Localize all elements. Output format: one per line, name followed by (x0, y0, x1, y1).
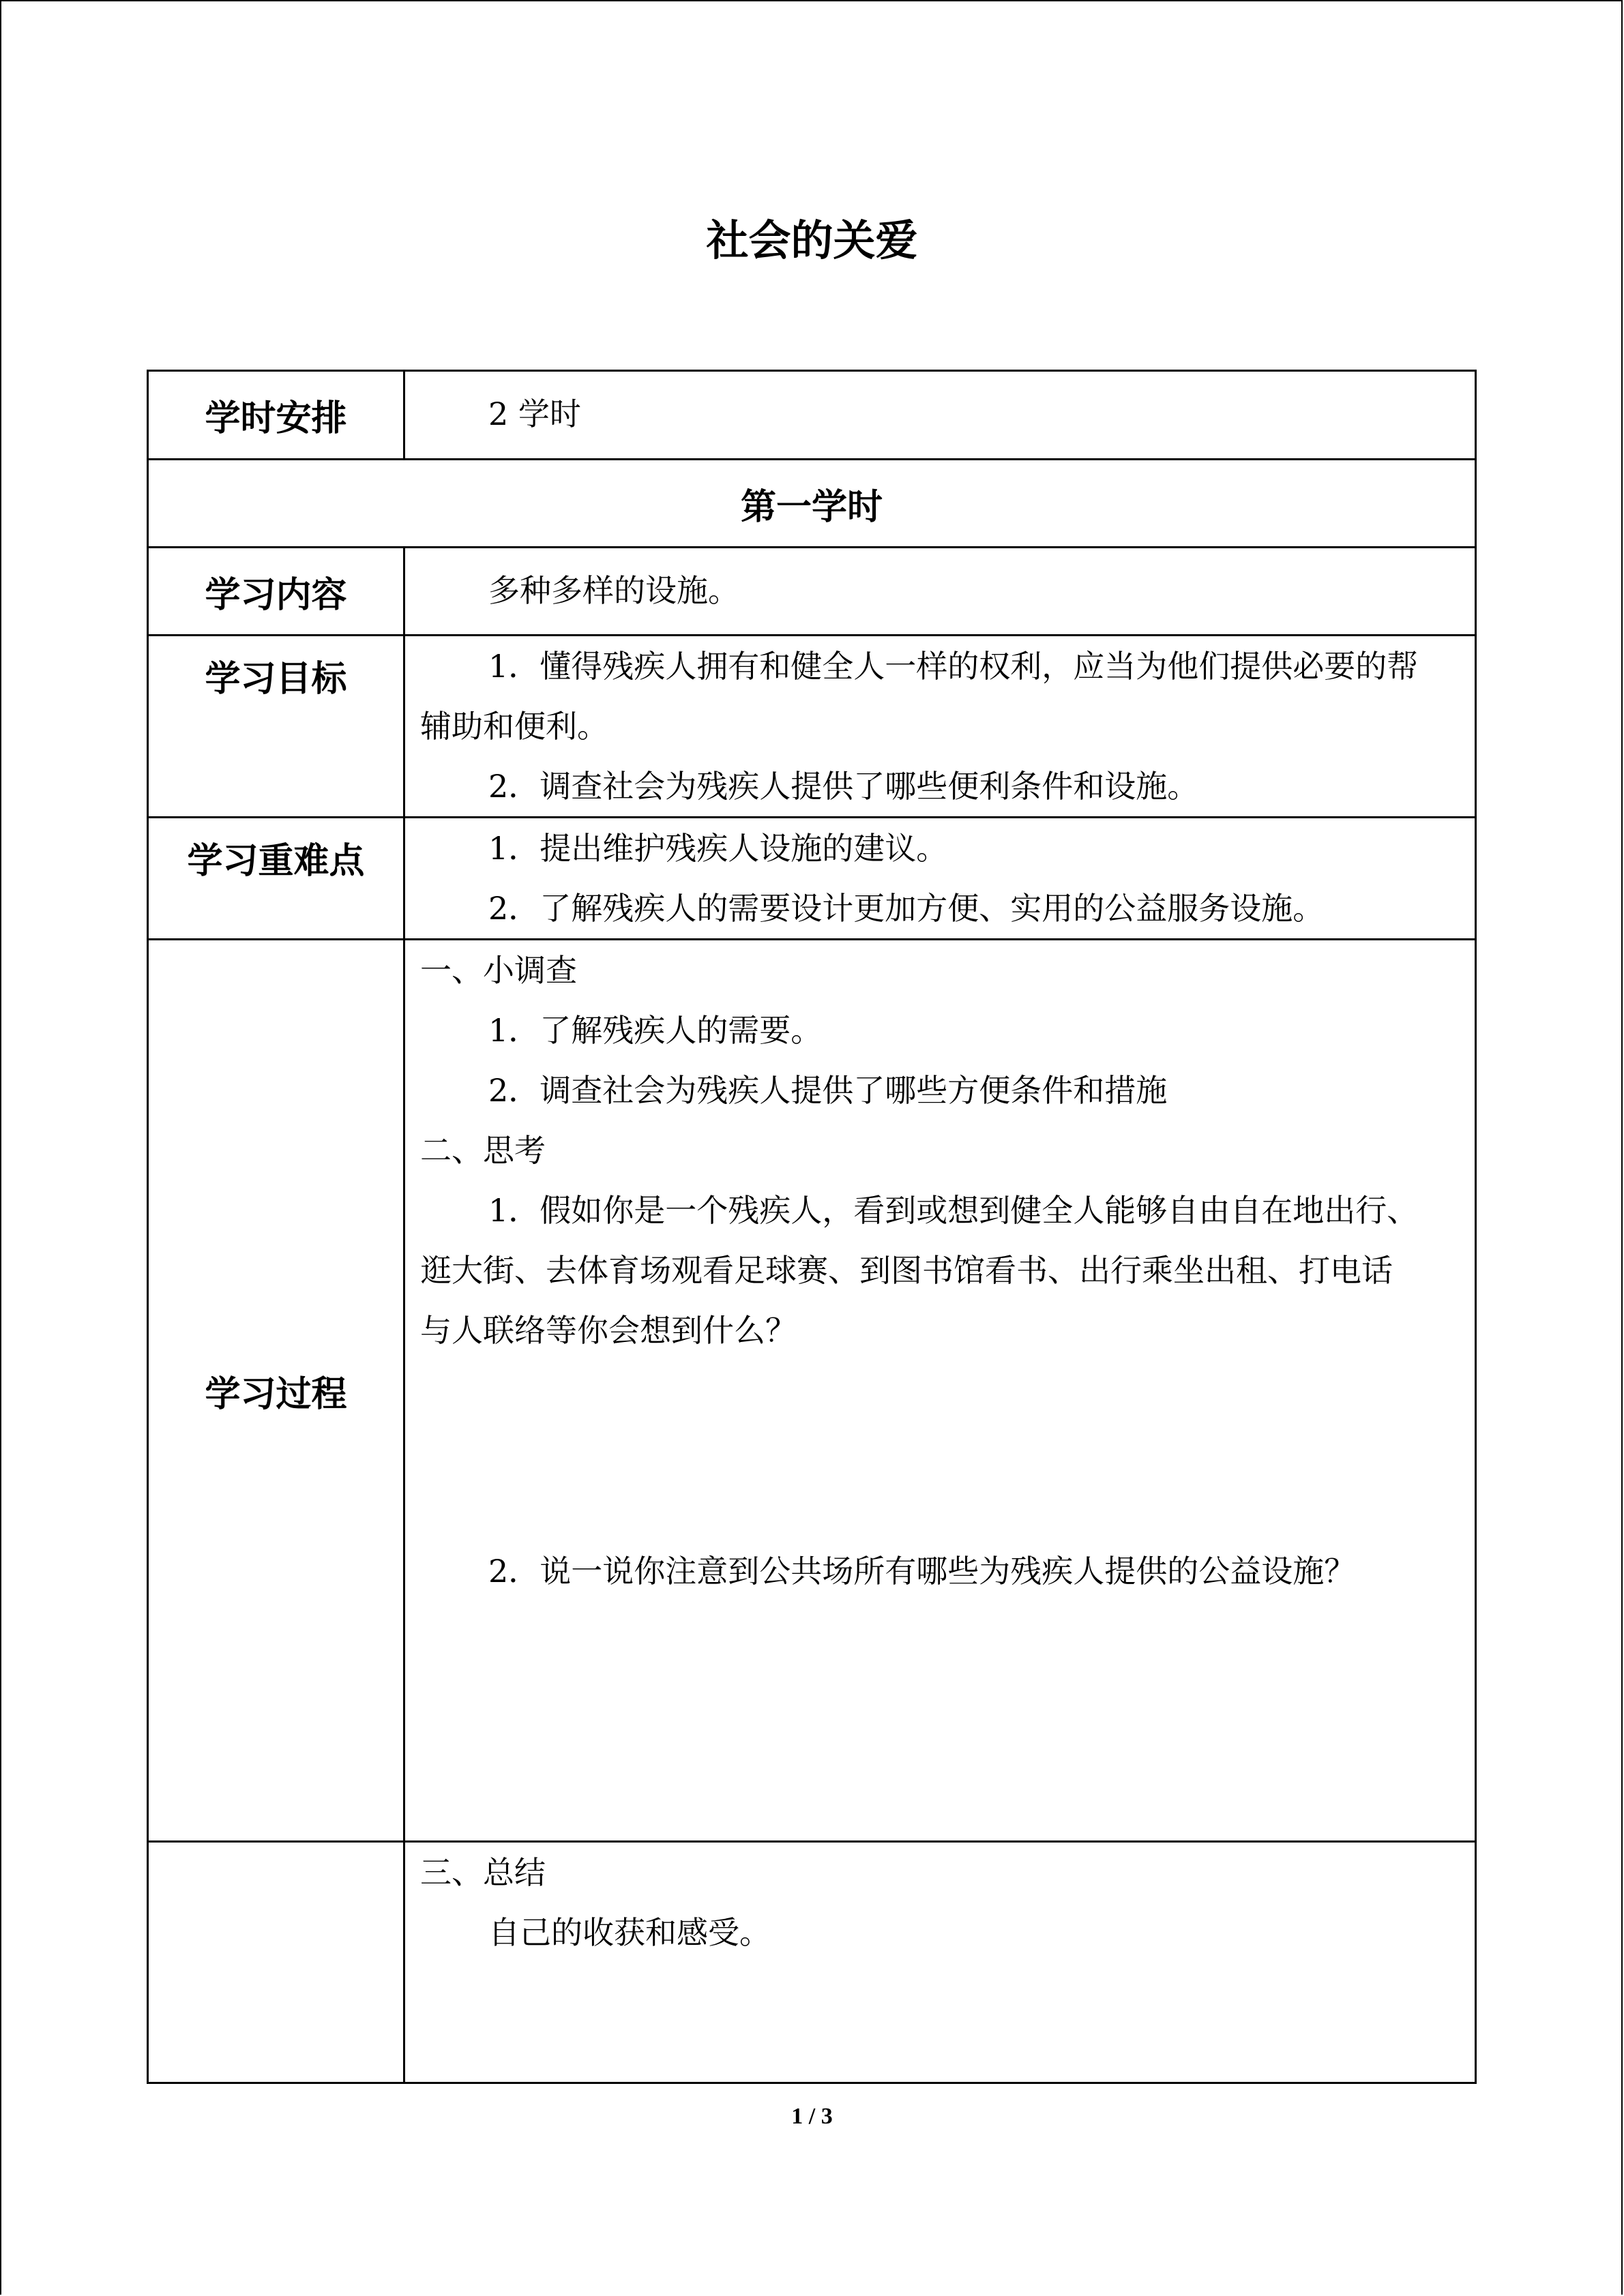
process-label: 学习过程 (148, 940, 404, 1842)
goals-line: 辅助和便利。 (420, 708, 608, 745)
schedule-label: 学时安排 (148, 371, 404, 460)
summary-heading: 三、总结 (420, 1854, 546, 1891)
process-line: 1．了解残疾人的需要。 (488, 1012, 823, 1049)
process-line: 逛大街、去体育场观看足球赛、到图书馆看书、出行乘坐出租、打电话 (420, 1252, 1393, 1289)
key-points-label: 学习重难点 (148, 818, 404, 940)
process-heading: 二、思考 (420, 1132, 546, 1169)
table-row (148, 818, 1476, 940)
goals-line: 1．懂得残疾人拥有和健全人一样的权利，应当为他们提供必要的帮 (488, 648, 1419, 685)
section-heading: 第一学时 (148, 460, 1476, 548)
page-number: 1 / 3 (791, 2104, 833, 2129)
key-points-cell (404, 818, 1476, 940)
process-line: 2．说一说你注意到公共场所有哪些为残疾人提供的公益设施？ (488, 1553, 1356, 1590)
page-title: 社会的关爱 (706, 215, 918, 265)
lesson-plan-table (147, 370, 1477, 2084)
key-points-line: 2．了解残疾人的需要设计更加方便、实用的公益服务设施。 (488, 890, 1325, 927)
table-row (148, 636, 1476, 818)
schedule-value-cell (404, 371, 1476, 460)
table-row (148, 940, 1476, 1842)
content-label: 学习内容 (148, 548, 404, 636)
summary-line: 自己的收获和感受。 (488, 1914, 771, 1951)
table-row (148, 1842, 1476, 2083)
process-line: 1．假如你是一个残疾人，看到或想到健全人能够自由自在地出行、 (488, 1192, 1419, 1229)
process-line: 2．调查社会为残疾人提供了哪些方便条件和措施 (488, 1072, 1168, 1109)
goals-cell (404, 636, 1476, 818)
process-cell (404, 940, 1476, 1842)
summary-label (148, 1842, 404, 2083)
table-row (148, 548, 1476, 636)
goals-label: 学习目标 (148, 636, 404, 818)
summary-cell (404, 1842, 1476, 2083)
process-line: 与人联络等你会想到什么？ (420, 1312, 797, 1349)
table-row (148, 460, 1476, 548)
content-value-cell (404, 548, 1476, 636)
process-heading: 一、小调查 (420, 952, 577, 989)
content-value: 多种多样的设施。 (488, 572, 739, 609)
key-points-line: 1．提出维护残疾人设施的建议。 (488, 830, 948, 867)
schedule-value: 2 学时 (488, 396, 581, 432)
goals-line: 2．调查社会为残疾人提供了哪些便利条件和设施。 (488, 768, 1199, 805)
table-row (148, 371, 1476, 460)
